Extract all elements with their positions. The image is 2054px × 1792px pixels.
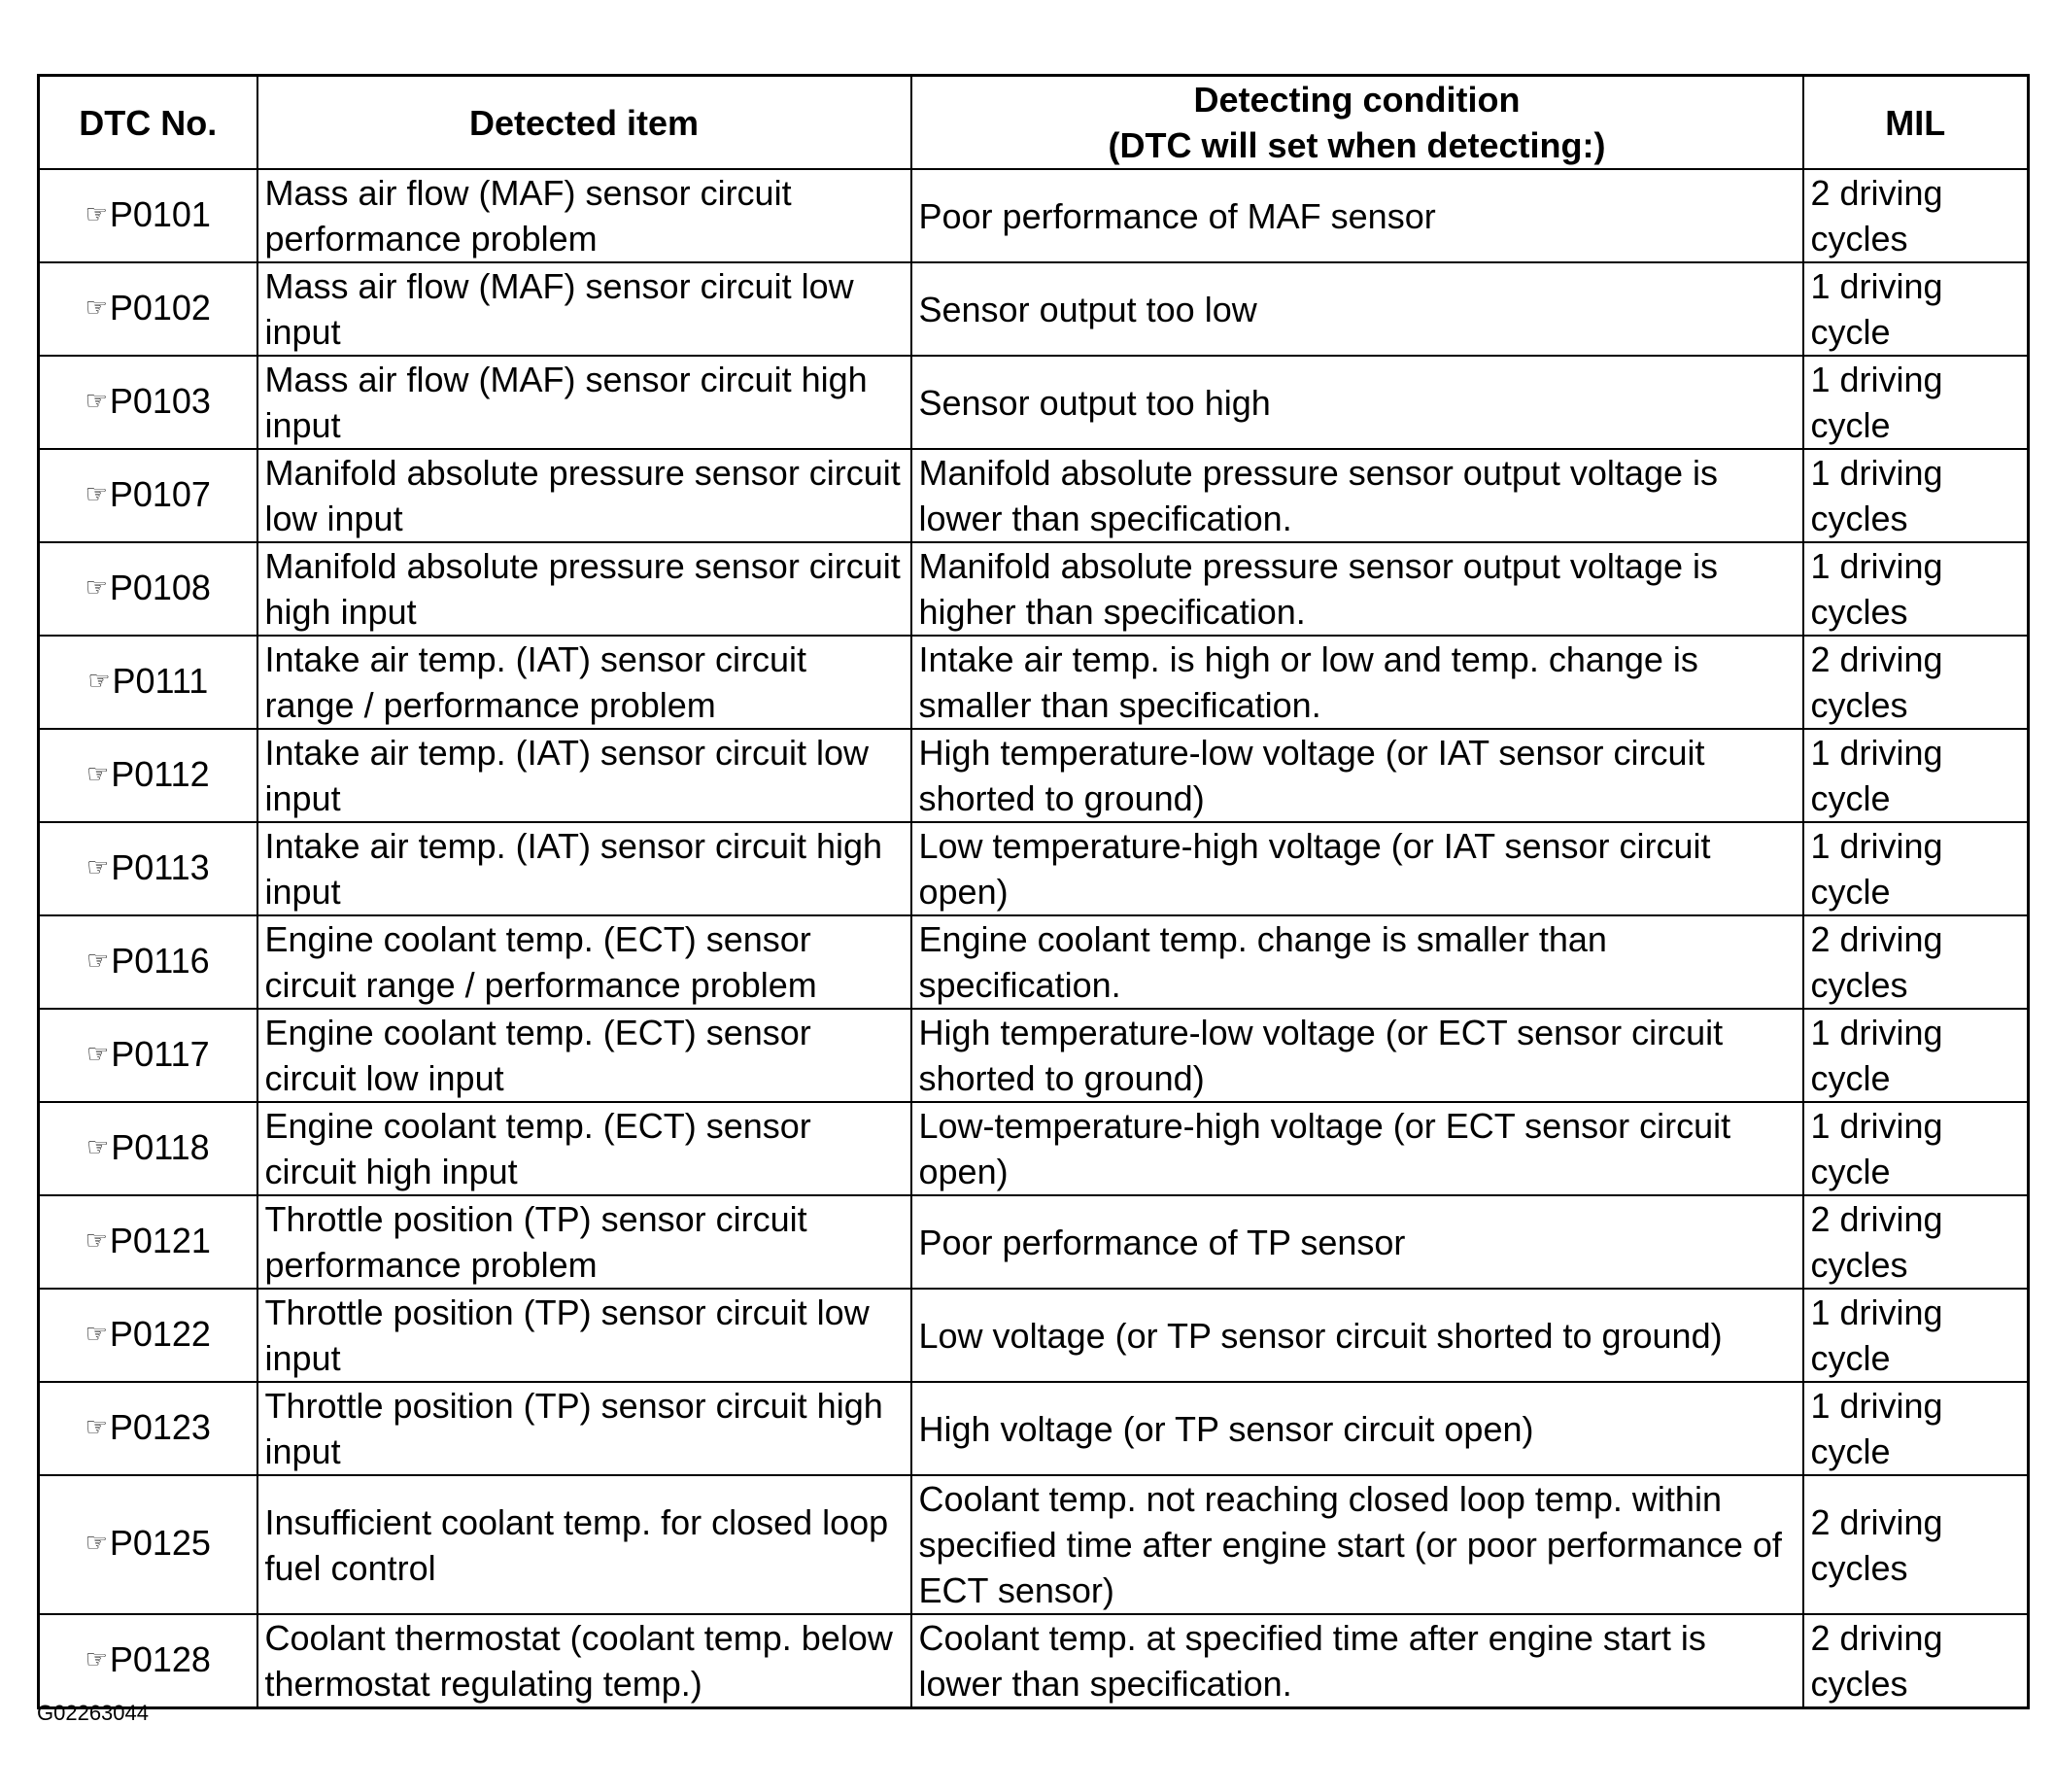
detected-item-cell: Mass air flow (MAF) sensor circuit performance problem xyxy=(257,169,911,262)
table-row xyxy=(39,542,2029,636)
table-row xyxy=(39,1195,2029,1289)
dtc-code-cell xyxy=(39,915,257,1009)
detected-item-cell: Mass air flow (MAF) sensor circuit low input xyxy=(257,262,911,356)
detected-item-cell: Intake air temp. (IAT) sensor circuit range / performance problem xyxy=(257,636,911,729)
dtc-code: P0117 xyxy=(111,1033,210,1074)
mil-cell: 2 driving cycles xyxy=(1803,1195,2029,1289)
dtc-code-cell xyxy=(39,1289,257,1382)
figure-number: G02263044 xyxy=(37,1701,149,1725)
table-row xyxy=(39,1289,2029,1382)
header-dtc-no: DTC No. xyxy=(39,76,257,170)
dtc-table xyxy=(37,74,2030,1709)
detected-item-cell: Manifold absolute pressure sensor circuit low input xyxy=(257,449,911,542)
dtc-code: P0125 xyxy=(109,1523,211,1563)
dtc-code-cell xyxy=(39,1475,257,1614)
detecting-condition-cell: Low voltage (or TP sensor circuit shorted to ground) xyxy=(911,1289,1803,1382)
detecting-condition-cell: High voltage (or TP sensor circuit open) xyxy=(911,1382,1803,1475)
dtc-code-cell xyxy=(39,1382,257,1475)
dtc-code-cell xyxy=(39,1195,257,1289)
dtc-code: P0113 xyxy=(111,846,210,887)
header-mil: MIL xyxy=(1803,76,2029,170)
detected-item-cell: Engine coolant temp. (ECT) sensor circuit range / performance problem xyxy=(257,915,911,1009)
detecting-condition-cell: Poor performance of TP sensor xyxy=(911,1195,1803,1289)
pointing-hand-icon: ☞ xyxy=(85,571,108,602)
mil-cell: 1 driving cycle xyxy=(1803,1382,2029,1475)
pointing-hand-icon: ☞ xyxy=(85,385,108,415)
mil-cell: 2 driving cycles xyxy=(1803,636,2029,729)
dtc-code-cell xyxy=(39,542,257,636)
detected-item-cell: Intake air temp. (IAT) sensor circuit high input xyxy=(257,822,911,915)
detected-item-cell: Throttle position (TP) sensor circuit low input xyxy=(257,1289,911,1382)
pointing-hand-icon: ☞ xyxy=(85,198,108,228)
table-row xyxy=(39,449,2029,542)
table-row xyxy=(39,1009,2029,1102)
detecting-condition-cell: Manifold absolute pressure sensor output voltage is higher than specification. xyxy=(911,542,1803,636)
pointing-hand-icon: ☞ xyxy=(87,665,111,695)
pointing-hand-icon: ☞ xyxy=(85,478,108,508)
dtc-code: P0112 xyxy=(111,753,210,794)
table-row xyxy=(39,1614,2029,1708)
pointing-hand-icon: ☞ xyxy=(85,1528,108,1557)
detected-item-cell: Intake air temp. (IAT) sensor circuit low input xyxy=(257,729,911,822)
dtc-code-cell xyxy=(39,356,257,449)
detecting-condition-cell: Poor performance of MAF sensor xyxy=(911,169,1803,262)
dtc-code: P0102 xyxy=(109,287,211,327)
detected-item-cell: Insufficient coolant temp. for closed loop fuel control xyxy=(257,1475,911,1614)
header-condition-line1: Detecting condition xyxy=(1193,80,1521,120)
dtc-code: P0123 xyxy=(109,1406,211,1447)
detecting-condition-cell: Sensor output too low xyxy=(911,262,1803,356)
mil-cell: 1 driving cycles xyxy=(1803,449,2029,542)
detecting-condition-cell: Low-temperature-high voltage (or ECT sensor circuit open) xyxy=(911,1102,1803,1195)
dtc-code: P0103 xyxy=(109,380,211,421)
table-row xyxy=(39,262,2029,356)
mil-cell: 1 driving cycle xyxy=(1803,1102,2029,1195)
mil-cell: 1 driving cycle xyxy=(1803,822,2029,915)
mil-cell: 1 driving cycle xyxy=(1803,356,2029,449)
pointing-hand-icon: ☞ xyxy=(85,1224,108,1255)
table-header-row xyxy=(39,76,2029,170)
detected-item-cell: Throttle position (TP) sensor circuit performance problem xyxy=(257,1195,911,1289)
detected-item-cell: Engine coolant temp. (ECT) sensor circuit high input xyxy=(257,1102,911,1195)
dtc-code-cell xyxy=(39,1009,257,1102)
detecting-condition-cell: High temperature-low voltage (or ECT sensor circuit shorted to ground) xyxy=(911,1009,1803,1102)
dtc-code-cell xyxy=(39,636,257,729)
table-row xyxy=(39,1382,2029,1475)
pointing-hand-icon: ☞ xyxy=(86,758,110,788)
dtc-code: P0128 xyxy=(109,1638,211,1679)
mil-cell: 2 driving cycles xyxy=(1803,1475,2029,1614)
dtc-code: P0108 xyxy=(109,567,211,607)
table-row xyxy=(39,915,2029,1009)
dtc-code: P0101 xyxy=(109,193,211,234)
dtc-code-cell xyxy=(39,169,257,262)
dtc-code: P0121 xyxy=(109,1220,211,1260)
pointing-hand-icon: ☞ xyxy=(86,945,110,975)
detecting-condition-cell: Manifold absolute pressure sensor output voltage is lower than specification. xyxy=(911,449,1803,542)
pointing-hand-icon: ☞ xyxy=(85,1318,108,1348)
mil-cell: 2 driving cycles xyxy=(1803,915,2029,1009)
detected-item-cell: Engine coolant temp. (ECT) sensor circuit low input xyxy=(257,1009,911,1102)
dtc-code-cell xyxy=(39,1614,257,1708)
detected-item-cell: Coolant thermostat (coolant temp. below thermostat regulating temp.) xyxy=(257,1614,911,1708)
detecting-condition-cell: Low temperature-high voltage (or IAT sensor circuit open) xyxy=(911,822,1803,915)
pointing-hand-icon: ☞ xyxy=(86,1038,110,1068)
dtc-code-cell xyxy=(39,1102,257,1195)
dtc-code: P0107 xyxy=(109,473,211,514)
dtc-code: P0116 xyxy=(111,940,210,981)
table-row xyxy=(39,636,2029,729)
dtc-code: P0122 xyxy=(109,1313,211,1354)
header-condition-line2: (DTC will set when detecting:) xyxy=(1108,125,1606,165)
dtc-code-cell xyxy=(39,262,257,356)
pointing-hand-icon: ☞ xyxy=(85,1643,108,1673)
detecting-condition-cell: Engine coolant temp. change is smaller than specification. xyxy=(911,915,1803,1009)
table-row xyxy=(39,1102,2029,1195)
header-detected-item: Detected item xyxy=(257,76,911,170)
detecting-condition-cell: Coolant temp. not reaching closed loop temp. within specified time after engine start (or poor performance of ECT sensor) xyxy=(911,1475,1803,1614)
detected-item-cell: Manifold absolute pressure sensor circuit high input xyxy=(257,542,911,636)
mil-cell: 1 driving cycles xyxy=(1803,542,2029,636)
table-row xyxy=(39,169,2029,262)
mil-cell: 1 driving cycle xyxy=(1803,1009,2029,1102)
detecting-condition-cell: High temperature-low voltage (or IAT sensor circuit shorted to ground) xyxy=(911,729,1803,822)
mil-cell: 1 driving cycle xyxy=(1803,729,2029,822)
detecting-condition-cell: Intake air temp. is high or low and temp. change is smaller than specification. xyxy=(911,636,1803,729)
mil-cell: 2 driving cycles xyxy=(1803,1614,2029,1708)
header-detecting-condition xyxy=(911,76,1803,170)
table-row xyxy=(39,729,2029,822)
dtc-table-body xyxy=(39,169,2029,1708)
table-row xyxy=(39,822,2029,915)
table-row xyxy=(39,356,2029,449)
detecting-condition-cell: Sensor output too high xyxy=(911,356,1803,449)
dtc-code: P0118 xyxy=(111,1126,210,1167)
mil-cell: 2 driving cycles xyxy=(1803,169,2029,262)
detected-item-cell: Mass air flow (MAF) sensor circuit high input xyxy=(257,356,911,449)
mil-cell: 1 driving cycle xyxy=(1803,1289,2029,1382)
pointing-hand-icon: ☞ xyxy=(86,1131,110,1161)
pointing-hand-icon: ☞ xyxy=(85,1411,108,1441)
mil-cell: 1 driving cycle xyxy=(1803,262,2029,356)
detected-item-cell: Throttle position (TP) sensor circuit high input xyxy=(257,1382,911,1475)
pointing-hand-icon: ☞ xyxy=(85,292,108,322)
dtc-code-cell xyxy=(39,449,257,542)
pointing-hand-icon: ☞ xyxy=(86,851,110,881)
dtc-code-cell xyxy=(39,729,257,822)
dtc-code-cell xyxy=(39,822,257,915)
detecting-condition-cell: Coolant temp. at specified time after engine start is lower than specification. xyxy=(911,1614,1803,1708)
table-row xyxy=(39,1475,2029,1614)
dtc-code: P0111 xyxy=(112,660,209,701)
